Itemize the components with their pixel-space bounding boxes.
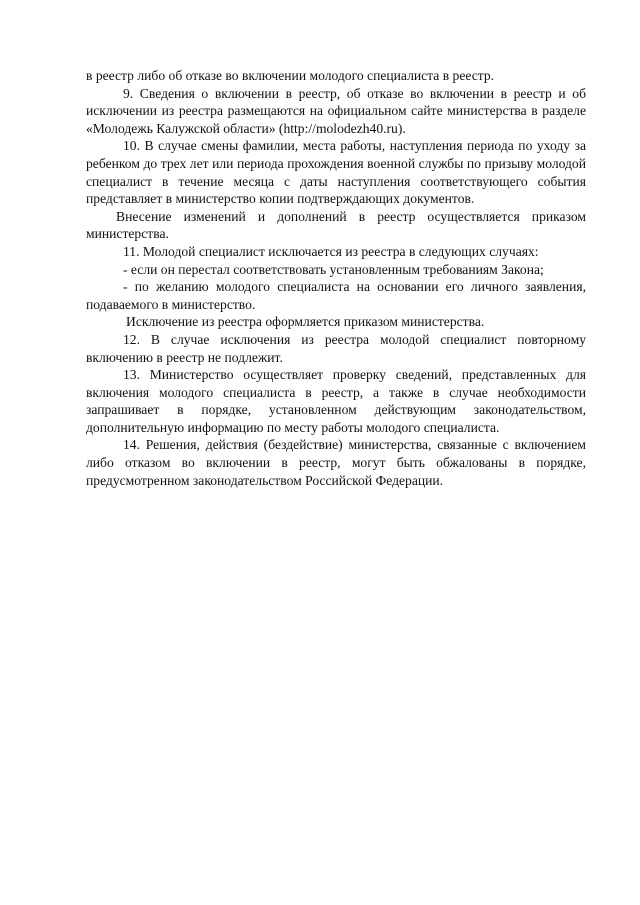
paragraph-12: 12. В случае исключения из реестра молодой специалист повторному включению в реестр не подлежит.	[86, 331, 586, 365]
list-item-personal-request: - по желанию молодого специалиста на основании его личного заявления, подаваемого в министерство.	[86, 279, 586, 312]
paragraph-13: 13. Министерство осуществляет проверку сведений, представленных для включения молодого специалиста в реестр, а также в случае необходимости запрашивает в порядке, установленном действующим законодательством, дополнительную информацию по месту работы молодого специалиста.	[86, 367, 586, 435]
paragraph-continuation: в реестр либо об отказе во включении молодого специалиста в реестр.	[86, 68, 495, 83]
document-body	[86, 67, 586, 489]
paragraph-amendments: Внесение изменений и дополнений в реестр осуществляется приказом министерства.	[86, 208, 586, 242]
paragraph-exclusion-order: Исключение из реестра оформляется приказом министерства.	[126, 314, 485, 330]
paragraph-14: 14. Решения, действия (бездействие) министерства, связанные с включением либо отказом во включении в реестр, могут быть обжалованы в порядке, предусмотренном законодательством Российской Федерации.	[86, 437, 586, 488]
paragraph-9: 9. Сведения о включении в реестр, об отказе во включении в реестр и об исключении из реестра размещаются на официальном сайте министерства в разделе «Молодежь Калужской области» (http://molodezh40.ru).	[86, 85, 586, 136]
paragraph-10: 10. В случае смены фамилии, места работы, наступления периода по уходу за ребенком до трех лет или периода прохождения военной службы по призыву молодой специалист в течение месяца с даты наступления соответствующего события представляет в министерство копии подтверждающих документов.	[86, 138, 586, 207]
list-item-requirements: - если он перестал соответствовать установленным требованиям Закона;	[123, 261, 544, 277]
paragraph-11: 11. Молодой специалист исключается из реестра в следующих случаях:	[123, 243, 539, 259]
